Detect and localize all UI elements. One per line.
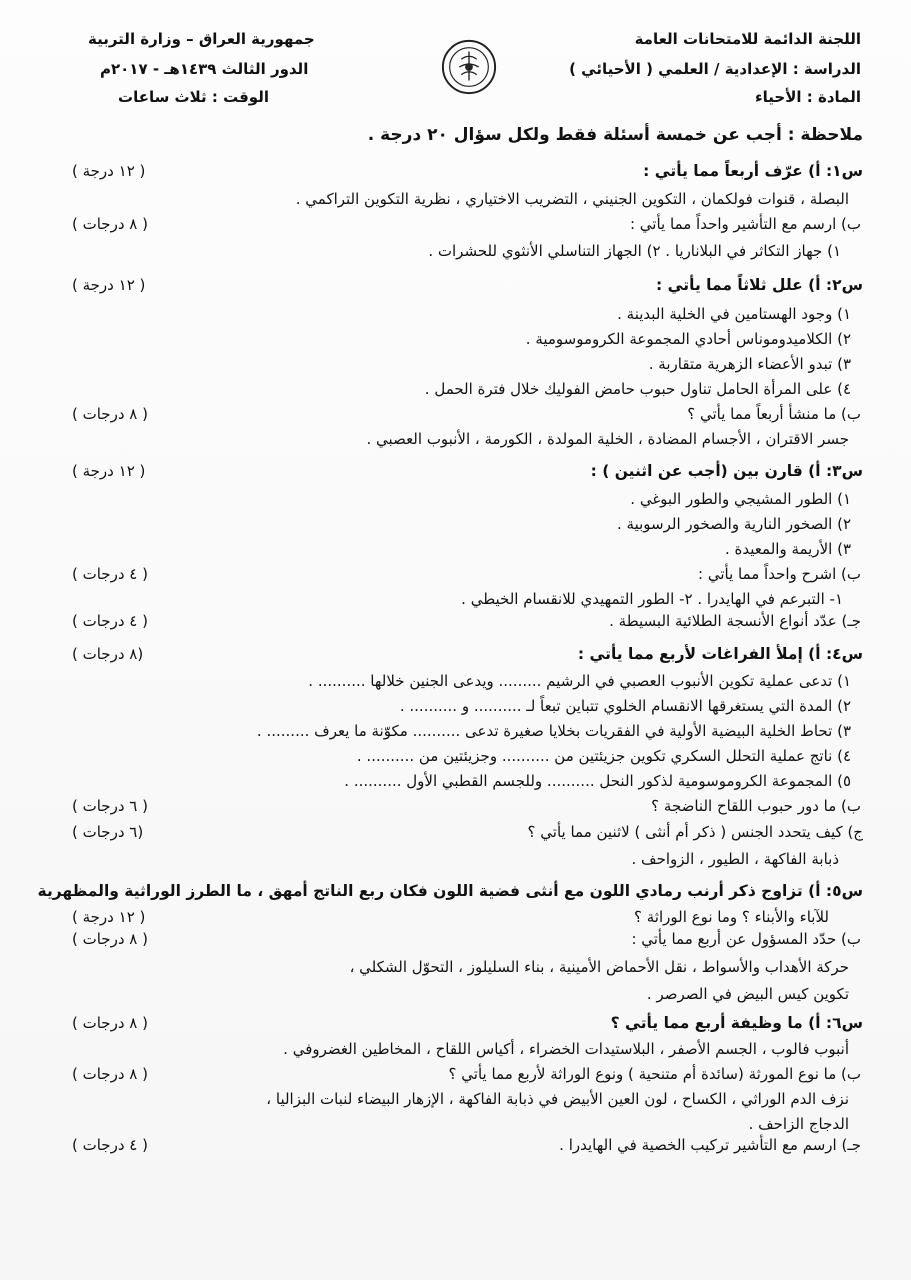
question-line: س٦: أ) ما وظيفة أربع مما يأتي ؟ xyxy=(610,1014,863,1032)
question-line: ٣) تبدو الأعضاء الزهرية متقاربة . xyxy=(648,355,851,373)
question-line: البصلة ، قنوات فولكمان ، التكوين الجنيني ، التضريب الاختياري ، نظرية التكوين التراكمي . xyxy=(295,190,849,208)
marks-label: ( ١٢ درجة ) xyxy=(72,462,146,480)
question-line: ١) الطور المشيجي والطور البوغي . xyxy=(630,490,851,508)
ministry-seal-icon xyxy=(440,38,498,96)
question-line: ٢) المدة التي يستغرقها الانقسام الخلوي تتباين تبعاً لـ .......... و .......... . xyxy=(399,697,851,715)
question-line: جـ) ارسم مع التأشير تركيب الخصية في الهايدرا . xyxy=(559,1136,861,1154)
exam-round: الدور الثالث ١٤٣٩هـ - ٢٠١٧م xyxy=(100,60,309,78)
marks-label: ( ٤ درجات ) xyxy=(72,612,148,630)
question-line: نزف الدم الوراثي ، الكساح ، لون العين الأبيض في ذبابة الفاكهة ، الإزهار البيضاء لنبات البزاليا ، xyxy=(266,1090,849,1108)
question-line: س١: أ) عرّف أربعاً مما يأتي : xyxy=(643,162,863,180)
question-line: ٤) على المرأة الحامل تناول حبوب حامض الفوليك خلال فترة الحمل . xyxy=(424,380,851,398)
question-line: ب) ما دور حبوب اللقاح الناضجة ؟ xyxy=(651,797,861,815)
question-line: أنبوب فالوب ، الجسم الأصفر ، البلاستيدات الخضراء ، أكياس اللقاح ، المخاطين الغضروفي . xyxy=(283,1040,849,1058)
question-line: ب) ما نوع المورثة (سائدة أم متنحية ) ونوع الوراثة لأربع مما يأتي ؟ xyxy=(448,1065,861,1083)
marks-label: ( ١٢ درجة ) xyxy=(72,276,146,294)
marks-label: ( ٤ درجات ) xyxy=(72,565,148,583)
marks-label: ( ٨ درجات ) xyxy=(72,1065,148,1083)
marks-label: ( ٨ درجات ) xyxy=(72,405,148,423)
question-line: س٣: أ) قارن بين (أجب عن اثنين ) : xyxy=(590,462,863,480)
question-line: ب) حدّد المسؤول عن أربع مما يأتي : xyxy=(631,930,861,948)
study-branch: الدراسة : الإعدادية / العلمي ( الأحيائي ) xyxy=(569,60,861,78)
question-line: جسر الاقتران ، الأجسام المضادة ، الخلية المولدة ، الكورمة ، الأنبوب العصبي . xyxy=(366,430,849,448)
question-line: س٥: أ) تزاوج ذكر أرنب رمادي اللون مع أنثى فضية اللون فكان ربع الناتج أمهق ، ما الطرز الوراثية والمظهرية xyxy=(37,882,863,900)
question-line: للآباء والأبناء ؟ وما نوع الوراثة ؟ xyxy=(634,908,829,926)
question-line: الدجاج الزاحف . xyxy=(748,1115,849,1133)
instructions-note: ملاحظة : أجب عن خمسة أسئلة فقط ولكل سؤال ٢٠ درجة . xyxy=(367,125,863,145)
question-line: ٣) تحاط الخلية البيضية الأولية في الفقريات بخلايا صغيرة تدعى .......... مكوّنة ما يعرف ......... . xyxy=(256,722,851,740)
question-line: س٢: أ) علل ثلاثاً مما يأتي : xyxy=(656,276,863,294)
question-line: ٢) الكلاميدوموناس أحادي المجموعة الكروموسومية . xyxy=(525,330,851,348)
question-line: ١- التبرعم في الهايدرا . ٢- الطور التمهيدي للانقسام الخيطي . xyxy=(461,590,843,608)
question-line: جـ) عدّد أنواع الأنسجة الطلائية البسيطة . xyxy=(609,612,861,630)
question-line: تكوين كيس البيض في الصرصر . xyxy=(646,985,849,1003)
question-line: ٢) الصخور النارية والصخور الرسوبية . xyxy=(617,515,851,533)
question-line: ٣) الأريمة والمعيدة . xyxy=(725,540,851,558)
question-line: ١) وجود الهستامين في الخلية البدينة . xyxy=(617,305,851,323)
marks-label: (٨ درجات ) xyxy=(72,645,144,663)
marks-label: ( ٨ درجات ) xyxy=(72,1014,148,1032)
question-line: س٤: أ) إملأ الفراغات لأربع مما يأتي : xyxy=(577,645,863,663)
question-line: ب) ما منشأ أربعاً مما يأتي ؟ xyxy=(687,405,861,423)
marks-label: ( ١٢ درجة ) xyxy=(72,908,146,926)
question-line: ب) ارسم مع التأشير واحداً مما يأتي : xyxy=(629,215,861,233)
question-line: ١) تدعى عملية تكوين الأنبوب العصبي في الرشيم ......... ويدعى الجنين خلالها .......... . xyxy=(308,672,851,690)
question-line: ب) اشرح واحداً مما يأتي : xyxy=(698,565,861,583)
marks-label: ( ٨ درجات ) xyxy=(72,215,148,233)
subject: المادة : الأحياء xyxy=(754,88,861,106)
marks-label: ( ١٢ درجة ) xyxy=(72,162,146,180)
marks-label: (٦ درجات ) xyxy=(72,823,144,841)
question-line: ج) كيف يتحدد الجنس ( ذكر أم أنثى ) لاثنين مما يأتي ؟ xyxy=(527,823,863,841)
marks-label: ( ٤ درجات ) xyxy=(72,1136,148,1154)
marks-label: ( ٨ درجات ) xyxy=(72,930,148,948)
question-line: ٤) ناتج عملية التحلل السكري تكوين جزيئتين من .......... وجزيئتين من .......... . xyxy=(356,747,851,765)
marks-label: ( ٦ درجات ) xyxy=(72,797,148,815)
exam-time: الوقت : ثلاث ساعات xyxy=(118,88,269,106)
question-line: حركة الأهداب والأسواط ، نقل الأحماض الأمينية ، بناء السليلوز ، التحوّل الشكلي ، xyxy=(349,958,849,976)
committee-title: اللجنة الدائمة للامتحانات العامة xyxy=(634,30,861,48)
republic-ministry: جمهورية العراق – وزارة التربية xyxy=(88,30,315,48)
question-line: ذبابة الفاكهة ، الطيور ، الزواحف . xyxy=(631,850,839,868)
question-line: ١) جهاز التكاثر في البلاناريا . ٢) الجهاز التناسلي الأنثوي للحشرات . xyxy=(428,242,841,260)
question-line: ٥) المجموعة الكروموسومية لذكور النحل .......... وللجسم القطبي الأول .......... . xyxy=(344,772,851,790)
